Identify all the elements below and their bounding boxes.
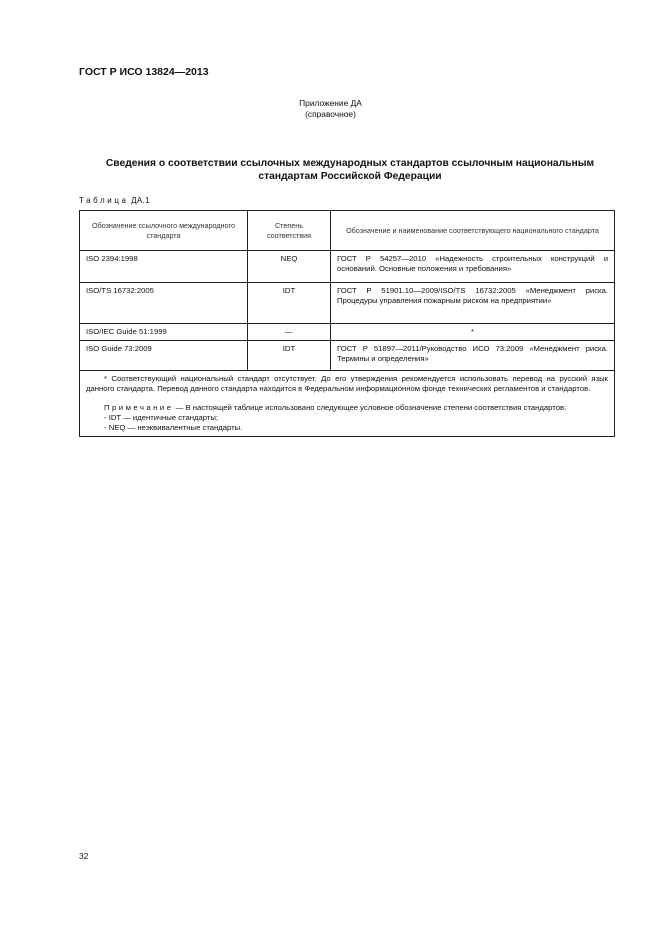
page-number: 32 <box>79 851 89 861</box>
cell-degree: IDT <box>248 283 331 324</box>
cell-intl: ISO 2394:1998 <box>80 251 248 283</box>
section-title-line2: стандартам Российской Федерации <box>258 171 442 182</box>
cell-national: ГОСТ Р 51901.10—2009/ISO/TS 16732:2005 «Менеджмент риска. Процедуры управления пожарным риском на предприятии» <box>331 283 615 324</box>
standards-correspondence-table <box>79 210 615 437</box>
note-item-neq: - NEQ — неэквивалентные стандарты. <box>104 423 243 433</box>
note-text: — В настоящей таблице использовано следующее условное обозначение степени соответствия стандартов: <box>173 402 567 412</box>
header-degree: Степень соответствия <box>248 211 331 251</box>
note-paragraph <box>86 403 608 413</box>
table-row <box>80 324 615 341</box>
table-header-row <box>80 211 615 251</box>
table-label-number: ДА.1 <box>131 196 150 205</box>
section-title <box>70 157 630 183</box>
header-national-standard: Обозначение и наименование соответствующего национального стандарта <box>331 211 615 251</box>
footnote-text: * Соответствующий национальный стандарт отсутствует. До его утверждения рекомендуется использовать перевод на русский язык данного стандарта. Перевод данного стандарта находится в Федеральном информационном фонде технических регламентов и стандартов. <box>86 374 608 394</box>
cell-intl: ISO/TS 16732:2005 <box>80 283 248 324</box>
note-item-idt: - IDT — идентичные стандарты; <box>104 412 219 422</box>
cell-degree: — <box>248 324 331 341</box>
document-code: ГОСТ Р ИСО 13824—2013 <box>79 66 209 78</box>
table-notes-row <box>80 371 615 437</box>
section-title-line1: Сведения о соответствии ссылочных международных стандартов ссылочным национальным <box>105 158 595 169</box>
table-notes-cell <box>80 371 615 437</box>
table-label-word: Таблица <box>79 196 129 205</box>
table-row <box>80 341 615 371</box>
table-label <box>79 196 150 205</box>
cell-national: ГОСТ Р 54257—2010 «Надежность строительных конструкций и оснований. Основные положения и требования» <box>331 251 615 283</box>
annex-subtitle: (справочное) <box>305 109 356 119</box>
table-row <box>80 283 615 324</box>
cell-national: ГОСТ Р 51897—2011/Руководство ИСО 73:2009 «Менеджмент риска. Термины и определения» <box>331 341 615 371</box>
cell-intl: ISO Guide 73:2009 <box>80 341 248 371</box>
cell-degree: IDT <box>248 341 331 371</box>
cell-intl: ISO/IEC Guide 51:1999 <box>80 324 248 341</box>
annex-heading <box>0 98 661 120</box>
note-label: Примечание <box>104 402 174 412</box>
annex-title: Приложение ДА <box>299 98 362 108</box>
cell-national: * <box>331 324 615 341</box>
cell-degree: NEQ <box>248 251 331 283</box>
header-intl-standard: Обозначение ссылочного международного стандарта <box>80 211 248 251</box>
table-row <box>80 251 615 283</box>
